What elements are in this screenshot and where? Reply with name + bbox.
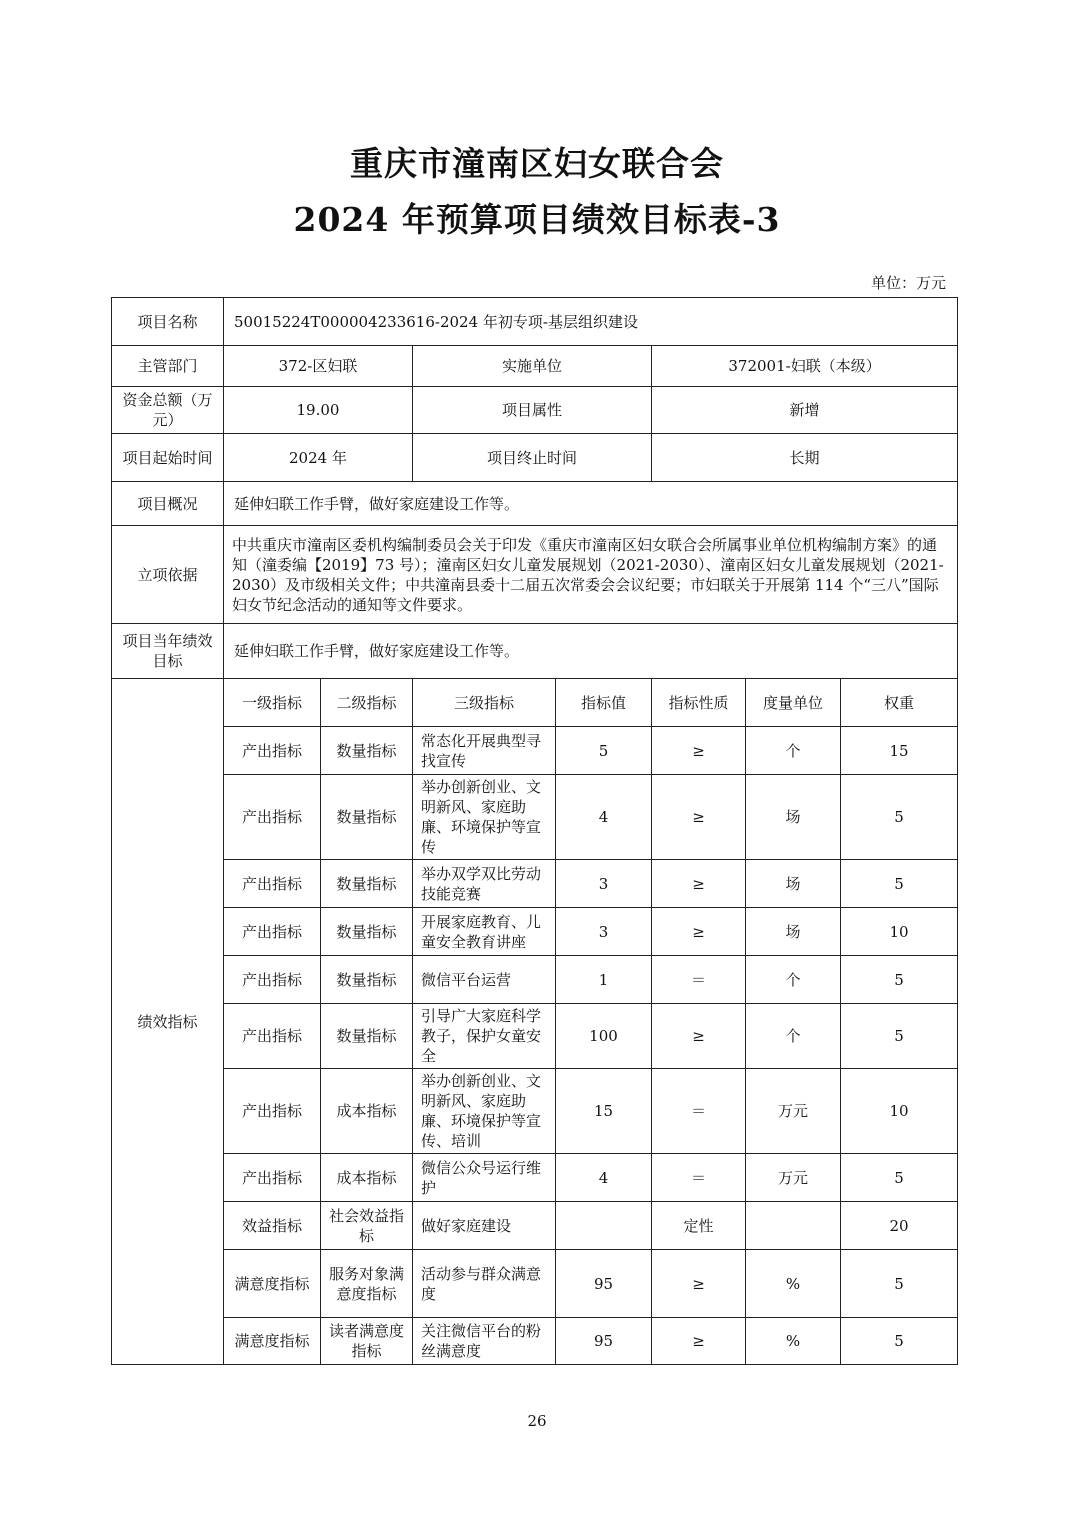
project-name-label: 项目名称 bbox=[112, 298, 224, 346]
perf-cell: 100 bbox=[556, 1004, 652, 1069]
perf-cell: 微信平台运营 bbox=[413, 956, 556, 1004]
perf-cell: 3 bbox=[556, 860, 652, 908]
goal-label: 项目当年绩效目标 bbox=[112, 624, 224, 679]
perf-header-cell: 指标值 bbox=[556, 679, 652, 727]
perf-cell: ≥ bbox=[652, 1004, 746, 1069]
unit-label: 单位：万元 bbox=[870, 274, 946, 292]
row-fund bbox=[112, 387, 958, 434]
row-project-name bbox=[112, 298, 958, 346]
perf-cell: ≥ bbox=[652, 727, 746, 775]
perf-cell: 万元 bbox=[746, 1069, 841, 1154]
row-time bbox=[112, 434, 958, 482]
perf-cell: 3 bbox=[556, 908, 652, 956]
perf-cell: 做好家庭建设 bbox=[413, 1202, 556, 1250]
perf-cell: 产出指标 bbox=[224, 1069, 321, 1154]
perf-cell: 5 bbox=[841, 1004, 958, 1069]
perf-cell: ＝ bbox=[652, 956, 746, 1004]
perf-cell: 成本指标 bbox=[321, 1069, 413, 1154]
perf-cell: ＝ bbox=[652, 1154, 746, 1202]
perf-cell: 95 bbox=[556, 1318, 652, 1365]
perf-cell: 开展家庭教育、儿童安全教育讲座 bbox=[413, 908, 556, 956]
perf-cell: 4 bbox=[556, 1154, 652, 1202]
perf-header-cell: 一级指标 bbox=[224, 679, 321, 727]
perf-cell: 场 bbox=[746, 860, 841, 908]
perf-cell: 数量指标 bbox=[321, 1004, 413, 1069]
perf-header-cell: 指标性质 bbox=[652, 679, 746, 727]
perf-cell: 场 bbox=[746, 908, 841, 956]
perf-cell: 15 bbox=[841, 727, 958, 775]
end-label: 项目终止时间 bbox=[413, 434, 652, 482]
perf-cell: ≥ bbox=[652, 1250, 746, 1318]
perf-row bbox=[112, 1318, 958, 1365]
perf-cell: 引导广大家庭科学教子，保护女童安全 bbox=[413, 1004, 556, 1069]
perf-cell: 个 bbox=[746, 1004, 841, 1069]
perf-cell: 产出指标 bbox=[224, 1004, 321, 1069]
basis-value: 中共重庆市潼南区委机构编制委员会关于印发《重庆市潼南区妇女联合会所属事业单位机构编制方案》的通知（潼委编【2019】73 号）；潼南区妇女儿童发展规划（2021-2030）、潼南区妇女儿童发展规划（2021-2030）及市级相关文件；中共潼南县委十二届五次常委会会议纪要；市妇联关于开展第 114 个“三八”国际妇女节纪念活动的通知等文件要求。 bbox=[224, 526, 958, 624]
row-goal bbox=[112, 624, 958, 679]
perf-cell: 5 bbox=[841, 1154, 958, 1202]
perf-header-cell: 度量单位 bbox=[746, 679, 841, 727]
perf-cell: 15 bbox=[556, 1069, 652, 1154]
perf-cell: ≥ bbox=[652, 775, 746, 860]
perf-cell: 数量指标 bbox=[321, 956, 413, 1004]
overview-label: 项目概况 bbox=[112, 482, 224, 526]
basis-label: 立项依据 bbox=[112, 526, 224, 624]
perf-header-cell: 权重 bbox=[841, 679, 958, 727]
document-subtitle: 2024 年预算项目绩效目标表-3 bbox=[293, 200, 781, 239]
perf-cell: 定性 bbox=[652, 1202, 746, 1250]
perf-row bbox=[112, 956, 958, 1004]
perf-cell: 满意度指标 bbox=[224, 1250, 321, 1318]
perf-cell: 4 bbox=[556, 775, 652, 860]
row-dept bbox=[112, 346, 958, 387]
page-number: 26 bbox=[527, 1412, 547, 1430]
perf-cell: 产出指标 bbox=[224, 1154, 321, 1202]
perf-cell: 服务对象满意度指标 bbox=[321, 1250, 413, 1318]
perf-cell: 举办创新创业、文明新风、家庭助廉、环境保护等宣传、培训 bbox=[413, 1069, 556, 1154]
perf-row bbox=[112, 1069, 958, 1154]
goal-value: 延伸妇联工作手臂，做好家庭建设工作等。 bbox=[224, 624, 958, 679]
perf-cell: 产出指标 bbox=[224, 860, 321, 908]
impl-label: 实施单位 bbox=[413, 346, 652, 387]
start-label: 项目起始时间 bbox=[112, 434, 224, 482]
perf-cell: 常态化开展典型寻找宣传 bbox=[413, 727, 556, 775]
perf-cell: 产出指标 bbox=[224, 775, 321, 860]
perf-cell: 社会效益指标 bbox=[321, 1202, 413, 1250]
row-basis bbox=[112, 526, 958, 624]
perf-cell: 个 bbox=[746, 727, 841, 775]
impl-value: 372001-妇联（本级） bbox=[652, 346, 958, 387]
perf-cell: 读者满意度指标 bbox=[321, 1318, 413, 1365]
perf-cell: 数量指标 bbox=[321, 908, 413, 956]
perf-cell: 满意度指标 bbox=[224, 1318, 321, 1365]
perf-cell: 1 bbox=[556, 956, 652, 1004]
perf-cell: ＝ bbox=[652, 1069, 746, 1154]
perf-row bbox=[112, 1004, 958, 1069]
perf-cell: ≥ bbox=[652, 1318, 746, 1365]
perf-cell: ≥ bbox=[652, 860, 746, 908]
perf-cell: ≥ bbox=[652, 908, 746, 956]
perf-cell: 万元 bbox=[746, 1154, 841, 1202]
perf-header-cell: 二级指标 bbox=[321, 679, 413, 727]
perf-cell: 场 bbox=[746, 775, 841, 860]
perf-row bbox=[112, 1250, 958, 1318]
performance-table bbox=[111, 297, 958, 1365]
perf-cell: 95 bbox=[556, 1250, 652, 1318]
perf-cell: 20 bbox=[841, 1202, 958, 1250]
perf-cell: 10 bbox=[841, 1069, 958, 1154]
perf-cell: 5 bbox=[556, 727, 652, 775]
perf-cell: 效益指标 bbox=[224, 1202, 321, 1250]
perf-cell: 产出指标 bbox=[224, 956, 321, 1004]
perf-section-label: 绩效指标 bbox=[112, 679, 224, 1365]
dept-label: 主管部门 bbox=[112, 346, 224, 387]
perf-cell: 5 bbox=[841, 1318, 958, 1365]
perf-cell: 个 bbox=[746, 956, 841, 1004]
fund-label: 资金总额（万元） bbox=[112, 387, 224, 434]
perf-cell: 5 bbox=[841, 860, 958, 908]
perf-row bbox=[112, 775, 958, 860]
perf-row bbox=[112, 1202, 958, 1250]
dept-value: 372-区妇联 bbox=[224, 346, 413, 387]
perf-header-cell: 三级指标 bbox=[413, 679, 556, 727]
perf-cell: 成本指标 bbox=[321, 1154, 413, 1202]
perf-cell bbox=[746, 1202, 841, 1250]
perf-row bbox=[112, 727, 958, 775]
perf-cell: 产出指标 bbox=[224, 908, 321, 956]
perf-row bbox=[112, 908, 958, 956]
end-value: 长期 bbox=[652, 434, 958, 482]
perf-cell bbox=[556, 1202, 652, 1250]
document-title: 重庆市潼南区妇女联合会 bbox=[350, 144, 724, 183]
perf-row bbox=[112, 1154, 958, 1202]
perf-cell: % bbox=[746, 1318, 841, 1365]
attr-label: 项目属性 bbox=[413, 387, 652, 434]
perf-cell: 产出指标 bbox=[224, 727, 321, 775]
start-value: 2024 年 bbox=[224, 434, 413, 482]
project-name-value: 50015224T000004233616-2024 年初专项-基层组织建设 bbox=[224, 298, 958, 346]
perf-cell: % bbox=[746, 1250, 841, 1318]
row-overview bbox=[112, 482, 958, 526]
perf-cell: 活动参与群众满意度 bbox=[413, 1250, 556, 1318]
attr-value: 新增 bbox=[652, 387, 958, 434]
perf-header-row bbox=[112, 679, 958, 727]
perf-cell: 5 bbox=[841, 1250, 958, 1318]
perf-cell: 举办创新创业、文明新风、家庭助廉、环境保护等宣传 bbox=[413, 775, 556, 860]
perf-cell: 5 bbox=[841, 956, 958, 1004]
perf-cell: 关注微信平台的粉丝满意度 bbox=[413, 1318, 556, 1365]
overview-value: 延伸妇联工作手臂，做好家庭建设工作等。 bbox=[224, 482, 958, 526]
perf-cell: 数量指标 bbox=[321, 727, 413, 775]
perf-row bbox=[112, 860, 958, 908]
perf-cell: 举办双学双比劳动技能竞赛 bbox=[413, 860, 556, 908]
perf-cell: 微信公众号运行维护 bbox=[413, 1154, 556, 1202]
perf-cell: 数量指标 bbox=[321, 775, 413, 860]
perf-cell: 数量指标 bbox=[321, 860, 413, 908]
perf-cell: 5 bbox=[841, 775, 958, 860]
fund-value: 19.00 bbox=[224, 387, 413, 434]
perf-cell: 10 bbox=[841, 908, 958, 956]
